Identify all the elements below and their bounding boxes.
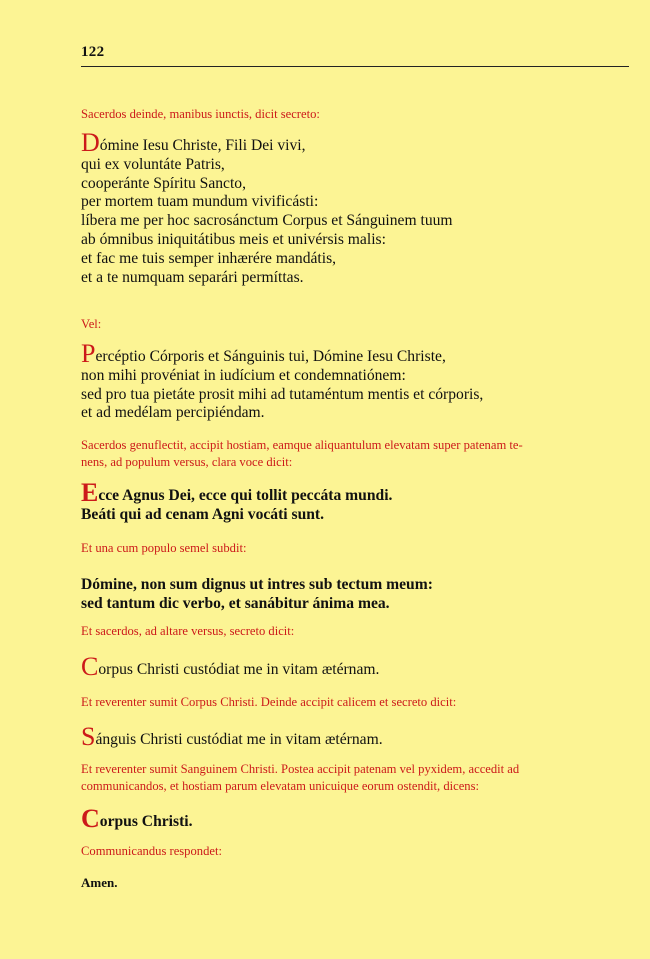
rubric-vel: Vel: (81, 317, 102, 331)
domine-non-sum-dignus (81, 576, 629, 614)
prayer-line: ercéptio Córporis et Sánguinis tui, Dómine Iesu Christe, (95, 348, 446, 365)
corpus-christi (81, 804, 629, 833)
prayer-corpus-custodiat (81, 652, 629, 681)
prayer-perceptio (81, 339, 629, 423)
page-header (81, 44, 629, 67)
prayer-line: et ad medélam percipiéndam. (81, 404, 265, 422)
prayer-line: sed pro tua pietáte prosit mihi ad tutaméntum mentis et córporis, (81, 385, 484, 403)
prayer-line: cooperánte Spíritu Sancto, (81, 174, 246, 192)
ecce-agnus-dei (81, 478, 629, 525)
initial-letter: D (81, 128, 100, 157)
amen: Amen. (81, 875, 118, 890)
domine-line: Dómine, non sum dignus ut intres sub tectum meum: (81, 576, 433, 593)
prayer-line: ab ómnibus iniquitátibus meis et univérsis malis: (81, 230, 386, 248)
prayer-line: et fac me tuis semper inhærére mandátis, (81, 249, 337, 267)
rubric-genuflectit (81, 437, 629, 471)
prayer-line: ómine Iesu Christe, Fili Dei vivi, (99, 137, 306, 154)
rubric-sumit-corpus: Et reverenter sumit Corpus Christi. Deinde accipit calicem et secreto dicit: (81, 695, 457, 709)
page-number: 122 (81, 44, 105, 60)
prayer-sanguis-custodiat (81, 722, 629, 751)
corpus-christi-text: orpus Christi. (99, 813, 193, 830)
prayer-line: non mihi provéniat in iudícium et condemnatiónem: (81, 366, 406, 384)
prayer-line: et a te numquam separári permíttas. (81, 268, 304, 286)
rubric-line: Et reverenter sumit Sanguinem Christi. Postea accipit patenam vel pyxidem, accedit ad (81, 762, 520, 776)
initial-letter: S (81, 722, 96, 751)
rubric-una-cum-populo: Et una cum populo semel subdit: (81, 541, 247, 555)
prayer-line: líbera me per hoc sacrosánctum Corpus et Sánguinem tuum (81, 212, 453, 230)
rubric-communicandus: Communicandus respondet: (81, 844, 222, 858)
prayer-text: orpus Christi custódiat me in vitam ætérnam. (98, 661, 380, 678)
prayer-line: per mortem tuam mundum vivificásti: (81, 193, 319, 211)
rubric-ad-altare: Et sacerdos, ad altare versus, secreto dicit: (81, 624, 295, 638)
ecce-line: cce Agnus Dei, ecce qui tollit peccáta mundi. (98, 487, 393, 504)
initial-letter: C (81, 652, 99, 681)
rubric-sumit-sanguinem (81, 761, 629, 795)
prayer-line: qui ex voluntáte Patris, (81, 155, 225, 173)
rubric-secreto: Sacerdos deinde, manibus iunctis, dicit secreto: (81, 107, 320, 121)
prayer-domine-iesu (81, 128, 629, 287)
ecce-line: Beáti qui ad cenam Agni vocáti sunt. (81, 505, 325, 523)
initial-letter: P (81, 339, 96, 368)
initial-letter: C (81, 804, 100, 833)
rubric-line: nens, ad populum versus, clara voce dicit: (81, 455, 293, 469)
initial-letter: E (81, 478, 99, 507)
prayer-text: ánguis Christi custódiat me in vitam ætérnam. (95, 731, 383, 748)
rubric-line: communicandos, et hostiam parum elevatam unicuique eorum ostendit, dicens: (81, 779, 480, 793)
domine-line: sed tantum dic verbo, et sanábitur ánima mea. (81, 594, 390, 612)
rubric-line: Sacerdos genuflectit, accipit hostiam, eamque aliquantulum elevatam super patenam te- (81, 438, 523, 452)
